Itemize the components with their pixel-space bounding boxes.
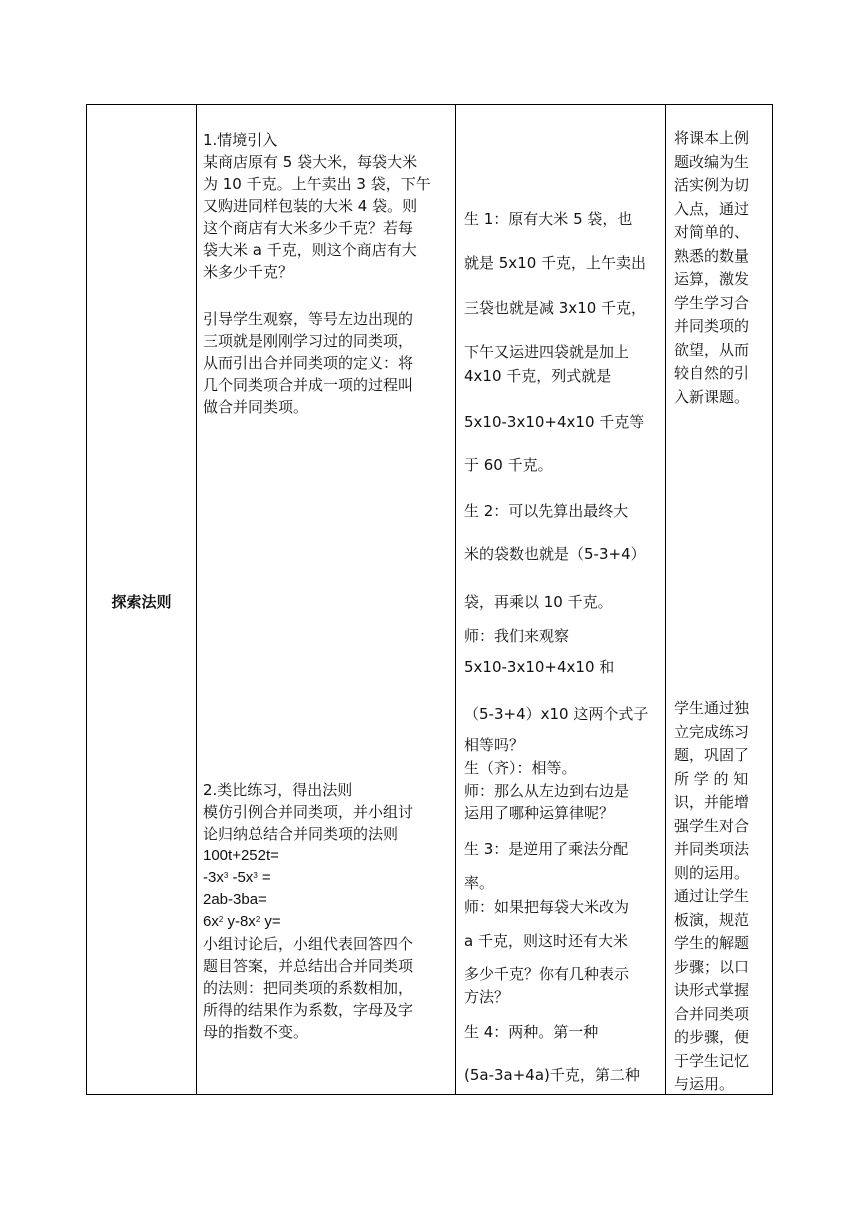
text-line: 并同类项的 — [674, 317, 750, 335]
dialogue-line: 4x10 千克，列式就是 — [464, 367, 612, 385]
text-line: 学生通过独 — [674, 699, 750, 717]
dialogue-line: (5a-3a+4a)千克，第二种 — [464, 1066, 640, 1084]
practice-block — [203, 779, 451, 1043]
text-line: 模仿引例合并同类项，并小组讨 — [203, 803, 414, 821]
text-line: 并同类项法 — [674, 840, 750, 858]
intent-block-1 — [674, 127, 770, 409]
text-line: 板演，规范 — [674, 910, 750, 929]
text-line: 步骤；以口 — [674, 957, 750, 976]
text-line: 题，巩固了 — [674, 746, 750, 764]
dialogue-line: 相等吗？ — [464, 736, 525, 754]
student-activity-cell — [456, 105, 665, 1094]
dialogue-line: 下午又运进四袋就是加上 — [464, 343, 630, 361]
lesson-table — [86, 104, 773, 1095]
text-line: 与运用。 — [674, 1075, 735, 1093]
dialogue-line: 生 3：是逆用了乘法分配 — [464, 840, 629, 858]
text-line: 从而引出合并同类项的定义：将 — [203, 354, 414, 372]
scenario-intro-block — [203, 129, 451, 283]
exercise-2: $-3x^3$ $-5x^3$ = — [203, 869, 271, 886]
dialogue-line: 三袋也就是减 3x10 千克， — [464, 299, 647, 317]
dialogue-line: 运用了哪种运算律呢？ — [464, 804, 615, 822]
exercise-4: $6x^2$ $y-8x^2$ y= — [203, 913, 281, 930]
text-line: 学生的解题 — [674, 934, 750, 952]
exercise-1: 100t+252t= — [203, 847, 279, 864]
text-line: 三项就是刚刚学习过的同类项， — [203, 332, 414, 350]
dialogue-line: （5-3+4）x10 这两个式子 — [464, 705, 649, 723]
text-line: 为 10 千克。上午卖出 3 袋，下午 — [203, 175, 431, 193]
guidance-block — [203, 308, 451, 418]
dialogue-line: 生（齐）：相等。 — [464, 759, 577, 777]
text-line: 母的指数不变。 — [203, 1023, 309, 1041]
dialogue-line: 多少千克？你有几种表示 — [464, 965, 630, 983]
text-line: 的步骤，便 — [674, 1028, 750, 1046]
text-line: 学生学习合 — [674, 293, 750, 312]
stage-label: 探索法则 — [111, 593, 172, 611]
dialogue-line: 于 60 千克。 — [464, 456, 553, 474]
text-line: 的法则：把同类项的系数相加， — [203, 979, 414, 997]
text-line: 所 学 的 知 — [674, 769, 749, 788]
dialogue-line: 师：那么从左边到右边是 — [464, 782, 630, 800]
exercise-3: 2ab-3ba= — [203, 891, 267, 908]
text-line: 这个商店有大米多少千克？若每 — [203, 219, 414, 237]
text-line: 某商店原有 5 袋大米，每袋大米 — [203, 153, 418, 171]
text-line: 识，并能增 — [674, 793, 750, 811]
dialogue-line: a 千克，则这时还有大米 — [464, 932, 628, 950]
text-line: 题改编为生 — [674, 152, 750, 171]
text-line: 又购进同样包装的大米 4 袋。则 — [203, 197, 418, 215]
text-line: 通过让学生 — [674, 887, 750, 905]
text-line: 较自然的引 — [674, 364, 750, 382]
text-line: 合并同类项 — [674, 1004, 750, 1023]
text-line: 做合并同类项。 — [203, 398, 309, 416]
text-line: 运算，激发 — [674, 270, 750, 288]
text-line: 则的运用。 — [674, 863, 750, 882]
text-line: 1.情境引入 — [203, 131, 278, 149]
dialogue-line: 师：我们来观察 — [464, 627, 570, 645]
dialogue-line: 袋，再乘以 10 千克。 — [464, 593, 613, 611]
text-line: 入点，通过 — [674, 199, 750, 218]
dialogue-line: 米的袋数也就是（5-3+4） — [464, 545, 646, 563]
dialogue-line: 生 2：可以先算出最终大 — [464, 502, 629, 520]
design-intent-cell — [666, 105, 772, 1094]
text-line: 对简单的、 — [674, 223, 750, 241]
dialogue-line: 方法？ — [464, 988, 510, 1006]
text-line: 诀形式掌握 — [674, 981, 750, 999]
text-line: 熟悉的数量 — [674, 246, 750, 265]
text-line: 强学生对合 — [674, 816, 750, 835]
text-line: 小组讨论后，小组代表回答四个 — [203, 935, 414, 953]
dialogue-line: 生 1：原有大米 5 袋，也 — [464, 210, 633, 228]
text-line: 将课本上例 — [674, 129, 750, 147]
text-line: 米多少千克？ — [203, 263, 294, 281]
dialogue-line: 5x10-3x10+4x10 千克等 — [464, 413, 645, 431]
dialogue-line: 师：如果把每袋大米改为 — [464, 898, 630, 916]
stage-cell — [87, 105, 196, 1094]
text-line: 引导学生观察，等号左边出现的 — [203, 310, 414, 328]
text-line: 入新课题。 — [674, 387, 750, 406]
text-line: 2.类比练习，得出法则 — [203, 781, 353, 799]
dialogue-line: 5x10-3x10+4x10 和 — [464, 658, 615, 676]
text-line: 立完成练习 — [674, 722, 750, 741]
text-line: 于学生记忆 — [674, 1051, 750, 1070]
dialogue-line: 率。 — [464, 874, 495, 892]
text-line: 论归纳总结合并同类项的法则 — [203, 825, 399, 843]
teaching-content-cell — [197, 105, 455, 1094]
text-line: 活实例为切 — [674, 176, 750, 194]
text-line: 袋大米 a 千克，则这个商店有大 — [203, 241, 417, 259]
text-line: 几个同类项合并成一项的过程叫 — [203, 376, 414, 394]
text-line: 所得的结果作为系数，字母及字 — [203, 1001, 414, 1019]
text-line: 欲望，从而 — [674, 340, 750, 359]
text-line: 题目答案，并总结出合并同类项 — [203, 957, 414, 975]
dialogue-line: 生 4：两种。第一种 — [464, 1023, 599, 1041]
dialogue-line: 就是 5x10 千克，上午卖出 — [464, 254, 647, 272]
intent-block-2 — [674, 697, 770, 1097]
